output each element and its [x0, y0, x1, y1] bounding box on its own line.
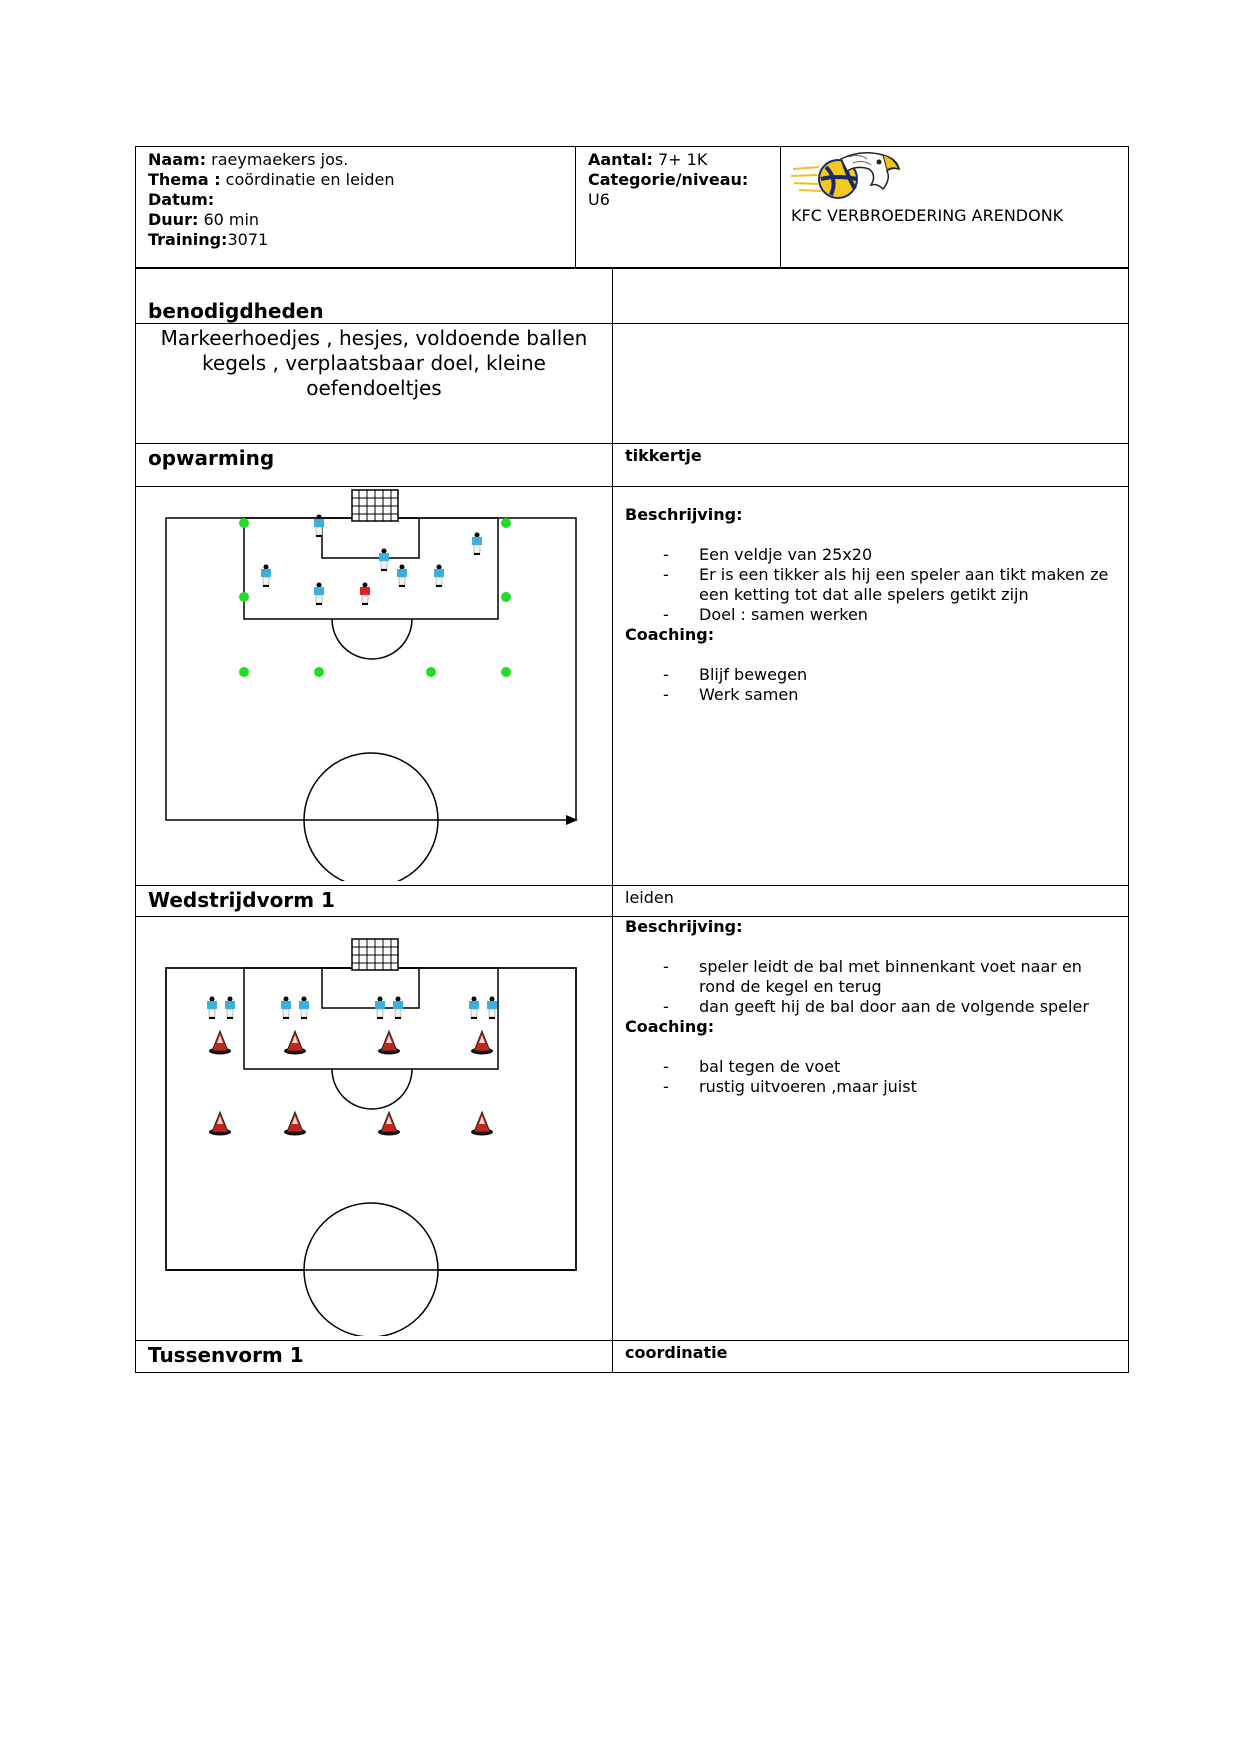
needs-line: Markeerhoedjes , hesjes, voldoende ballen: [160, 326, 588, 350]
marker-cone-icon: [239, 667, 249, 677]
cone-icon: [471, 1031, 493, 1055]
opwarming-title-cell: [136, 444, 613, 487]
player-icon: [314, 583, 324, 606]
tussenvorm-title: Tussenvorm 1: [148, 1343, 304, 1367]
opwarming-game-cell: [613, 444, 1129, 487]
tussenvorm-title-cell: [136, 1341, 613, 1373]
benodigdheden-list: [136, 324, 613, 444]
beschrijving-list: [625, 545, 1116, 625]
player-icon: [469, 997, 479, 1020]
player-icon: [379, 549, 389, 572]
marker-cone-icon: [501, 518, 511, 528]
player-icon: [472, 533, 482, 556]
eagle-ball-logo-icon: [791, 149, 906, 207]
cone-icon: [209, 1112, 231, 1136]
cone-icon: [284, 1031, 306, 1055]
benodigdheden-cell: [136, 269, 613, 324]
goal-net-icon: [352, 939, 398, 970]
cone-icon: [471, 1112, 493, 1136]
player-icon: [207, 997, 217, 1020]
marker-cone-icon: [239, 518, 249, 528]
list-item: - speler leidt de bal met binnenkant voet naar en rond de kegel en terug: [663, 957, 1082, 996]
wedstrijdvorm-text-cell: [613, 917, 1129, 1341]
marker-cone-icon: [314, 667, 324, 677]
list-item: - rustig uitvoeren ,maar juist: [663, 1077, 917, 1096]
header-group: [576, 147, 781, 267]
list-item: - Blijf bewegen: [663, 665, 808, 684]
cone-icon: [284, 1112, 306, 1136]
wedstrijdvorm-game-cell: [613, 886, 1129, 917]
wedstrijdvorm-title-cell: [136, 886, 613, 917]
empty-cell: [613, 269, 1129, 324]
tussenvorm-game: coordinatie: [625, 1343, 728, 1362]
list-item: - Een veldje van 25x20: [663, 545, 873, 564]
coaching-label: Coaching:: [625, 625, 715, 644]
goal-net-icon: [352, 490, 398, 521]
marker-cone-icon: [239, 592, 249, 602]
player-icon: [487, 997, 497, 1020]
aantal-row: Aantal: 7+ 1K: [588, 150, 708, 169]
player-icon: [261, 565, 271, 588]
training-row: Training:3071: [148, 230, 269, 249]
coaching-label: Coaching:: [625, 1017, 715, 1036]
empty-cell: [613, 324, 1129, 444]
player-icon: [225, 997, 235, 1020]
beschrijving-label: Beschrijving:: [625, 505, 743, 524]
list-item: - Doel : samen werken: [663, 605, 868, 624]
categorie-label: Categorie/niveau:: [588, 170, 749, 189]
exercise-table: [135, 268, 1129, 1373]
needs-line: kegels , verplaatsbaar doel, kleine: [202, 351, 546, 375]
list-item: - Werk samen: [663, 685, 799, 704]
list-item: - bal tegen de voet: [663, 1057, 841, 1076]
marker-cone-icon: [501, 667, 511, 677]
wedstrijdvorm-game: leiden: [625, 888, 674, 907]
coaching-list: [625, 1057, 1116, 1097]
list-item: - Er is een tikker als hij een speler aan tikt maken ze een ketting tot dat alle spelers getikt zijn: [663, 565, 1109, 604]
marker-cone-icon: [426, 667, 436, 677]
benodigdheden-title: benodigdheden: [148, 299, 324, 323]
player-icon: [397, 565, 407, 588]
needs-line: oefendoeltjes: [306, 376, 442, 400]
training-sheet: [135, 146, 1129, 1373]
marker-cone-icon: [501, 592, 511, 602]
opwarming-pitch-diagram: [136, 487, 610, 881]
player-icon: [299, 997, 309, 1020]
beschrijving-label: Beschrijving:: [625, 917, 743, 936]
player-icon: [434, 565, 444, 588]
beschrijving-list: [625, 957, 1116, 1017]
cone-icon: [209, 1031, 231, 1055]
categorie-value: U6: [588, 190, 610, 209]
opwarming-diagram-cell: [136, 487, 613, 886]
opwarming-text-cell: [613, 487, 1129, 886]
wedstrijdvorm-title: Wedstrijdvorm 1: [148, 888, 335, 912]
tussenvorm-game-cell: [613, 1341, 1129, 1373]
header-club: [781, 147, 1128, 273]
cone-icon: [378, 1031, 400, 1055]
opwarming-game: tikkertje: [625, 446, 702, 465]
header-info: [136, 147, 576, 267]
club-name: KFC VERBROEDERING ARENDONK: [791, 206, 1064, 225]
player-icon: [281, 997, 291, 1020]
header-table: [135, 146, 1129, 268]
list-item: - dan geeft hij de bal door aan de volgende speler: [663, 997, 1089, 1016]
wedstrijdvorm-pitch-diagram: [136, 917, 610, 1336]
datum-row: Datum:: [148, 190, 215, 209]
player-icon: [360, 583, 370, 606]
coaching-list: [625, 665, 1116, 705]
player-icon: [393, 997, 403, 1020]
player-icon: [375, 997, 385, 1020]
cone-icon: [378, 1112, 400, 1136]
naam-row: Naam: raeymaekers jos.: [148, 150, 349, 169]
players-group: [261, 515, 482, 606]
wedstrijdvorm-diagram-cell: [136, 917, 613, 1341]
thema-row: Thema : coördinatie en leiden: [148, 170, 395, 189]
duur-row: Duur: 60 min: [148, 210, 260, 229]
opwarming-title: opwarming: [148, 446, 275, 470]
